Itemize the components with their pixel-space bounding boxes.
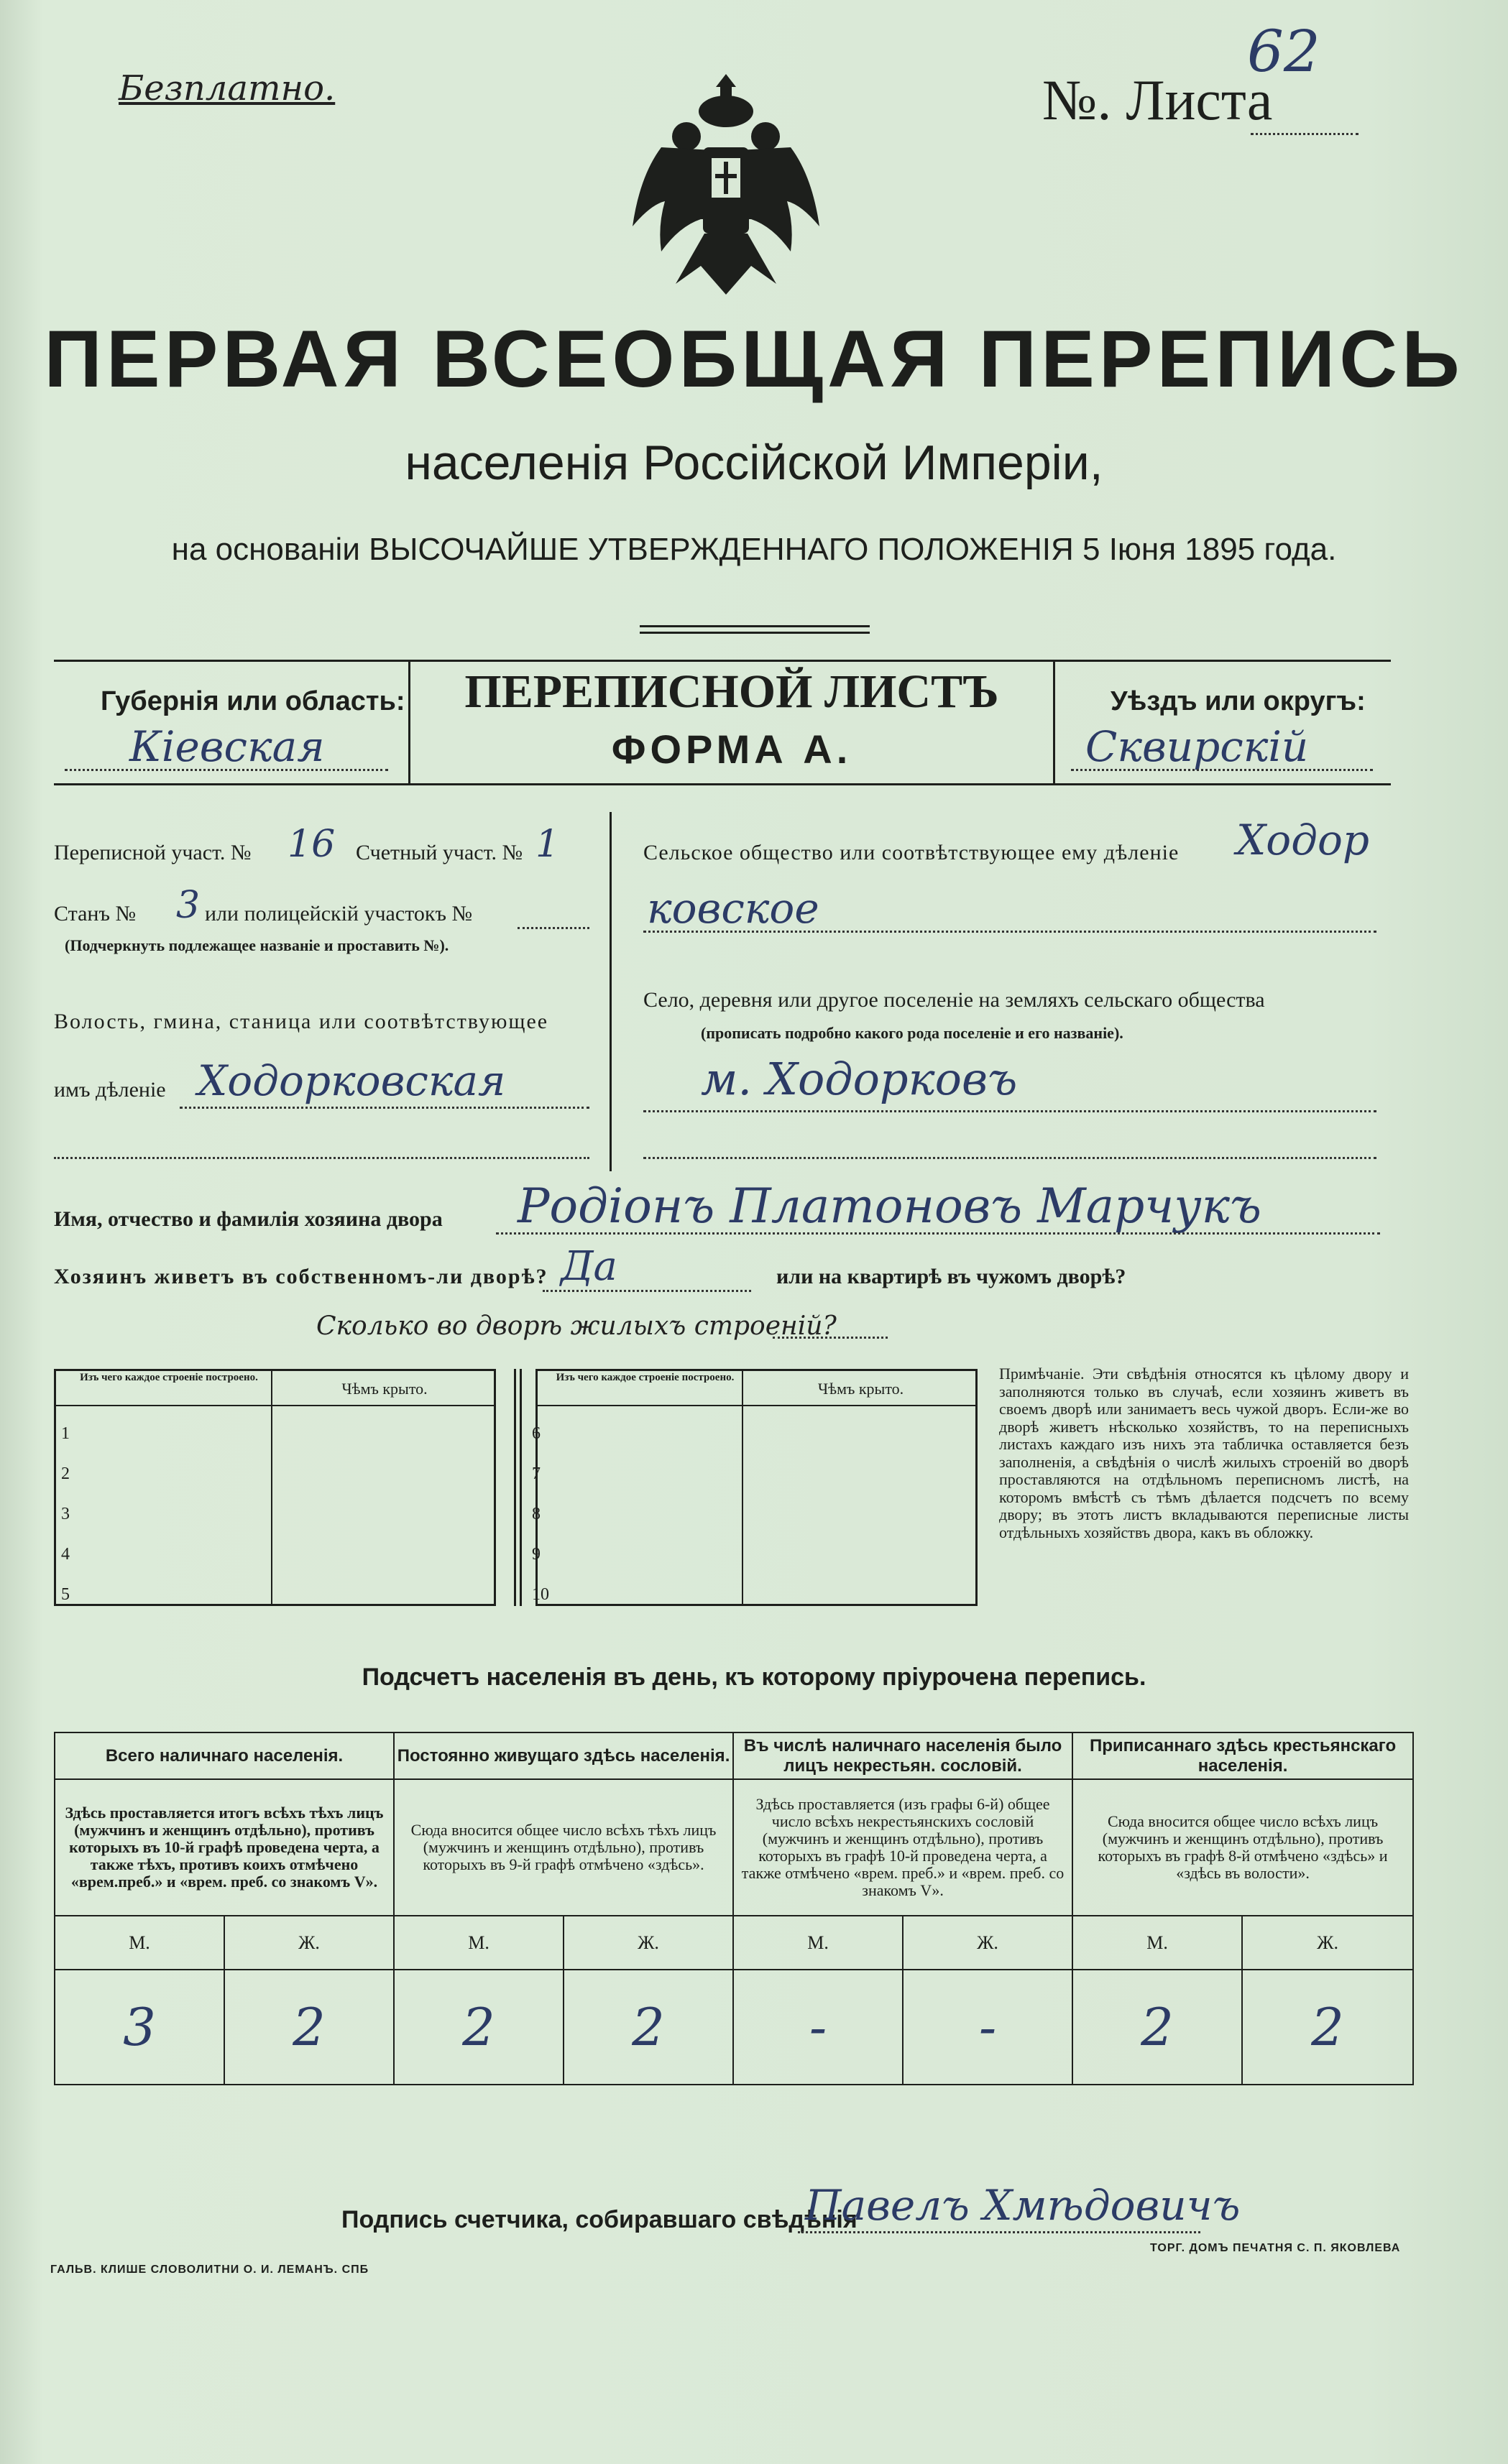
building-row: 8 [532, 1505, 541, 1523]
count-desc-permanent: Сюда вносится общее число всѣхъ тѣхъ лицъ (мужчинъ и женщинъ отдѣльно), противъ которыхъ въ 9-й графѣ отмѣчено «здѣсь». [394, 1779, 733, 1916]
society-label: Сельское общество или соотвѣтствующее ему дѣленіе [643, 841, 1180, 864]
rent-label: или на квартирѣ въ чужомъ дворѣ? [776, 1265, 1126, 1288]
census-title: ПЕРВАЯ ВСЕОБЩАЯ ПЕРЕПИСЬ [44, 314, 1464, 404]
male-header: М. [55, 1916, 224, 1970]
count-head-noncrest: Въ числѣ наличнаго населенія было лицъ некрестьян. сословій. [733, 1732, 1072, 1779]
building-row: 10 [532, 1585, 549, 1604]
own-yard-value: Да [561, 1243, 617, 1290]
village-label: Село, деревня или другое поселеніе на земляхъ сельскаго общества [643, 988, 1265, 1012]
imperial-eagle-icon [618, 68, 834, 305]
own-yard-label: Хозяинъ живетъ въ собственномъ-ли дворѣ? [54, 1265, 548, 1288]
material-header-left: Изъ чего каждое строеніе построено. [80, 1372, 258, 1383]
stan-value: 3 [176, 884, 201, 927]
signature-label: Подпись счетчика, собиравшаго свѣдѣнія [341, 2206, 858, 2233]
volost-label-2: имъ дѣленіе [54, 1078, 166, 1102]
building-row: 1 [61, 1424, 70, 1443]
gubernia-label: Губернія или область: [101, 686, 405, 716]
count-title: Подсчетъ населенія въ день, къ которому пріурочена перепись. [362, 1664, 1146, 1691]
building-row: 3 [61, 1505, 70, 1523]
police-note: (Подчеркнуть подлежащее названіе и проставить №). [65, 936, 449, 954]
peasant-male-value: 2 [1072, 1970, 1242, 2085]
total-female-value: 2 [224, 1970, 394, 2085]
female-header: Ж. [564, 1916, 733, 1970]
count-head-permanent: Постоянно живущаго здѣсь населенія. [394, 1732, 733, 1779]
society-value-2: ковское [647, 884, 819, 933]
uezd-label: Уѣздъ или округъ: [1111, 686, 1366, 716]
peasant-female-value: 2 [1242, 1970, 1413, 2085]
female-header: Ж. [224, 1916, 394, 1970]
police-label: или полицейскій участокъ № [205, 902, 473, 926]
uchastok-value: 16 [288, 823, 336, 866]
material-header-right: Изъ чего каждое строеніе построено. [556, 1372, 735, 1383]
permanent-male-value: 2 [394, 1970, 564, 2085]
population-count-table [54, 1732, 1414, 2085]
female-header: Ж. [1242, 1916, 1413, 1970]
noncrest-female-value: - [903, 1970, 1072, 2085]
society-value-1: Ходор [1236, 816, 1370, 864]
signature-value: Павелъ Хмѣдовичъ [805, 2181, 1241, 2230]
owner-name-value: Родіонъ Платоновъ Марчукъ [518, 1178, 1262, 1234]
count-desc-peasant: Сюда вносится общее число всѣхъ лицъ (мужчинъ и женщинъ отдѣльно), противъ которыхъ въ графѣ 8-й отмѣчено «здѣсь» и «здѣсь въ волости». [1072, 1779, 1413, 1916]
male-header: М. [733, 1916, 903, 1970]
census-subtitle: населенія Россійской Имперіи, [405, 435, 1103, 490]
total-male-value: 3 [55, 1970, 224, 2085]
noncrest-male-value: - [733, 1970, 903, 2085]
building-row: 5 [61, 1585, 70, 1604]
footer-right: ТОРГ. ДОМЪ ПЕЧАТНЯ С. П. ЯКОВЛЕВА [1150, 2242, 1401, 2254]
building-note: Примѣчаніе. Эти свѣдѣнія относятся къ цѣлому двору и заполняются только въ случаѣ, если хозяинъ живетъ въ своемъ дворѣ или занимаетъ весь чужой дворъ. Если-же во дворѣ живетъ нѣсколько хозяйствъ, то на переписныхъ листахъ каждаго изъ нихъ эта табличка оставляется безъ заполненія, а свѣдѣнія о числѣ жилыхъ строеній во дворѣ проставляются на отдѣльномъ переписномъ листѣ, на которомъ вмѣстѣ съ тѣмъ дѣлается подсчетъ по всему двору; въ этотъ листъ вкладываются переписные листы отдѣльныхъ хозяйствъ двора, какъ въ обложку. [999, 1365, 1409, 1541]
building-row: 7 [532, 1464, 541, 1483]
uezd-value: Сквирскій [1085, 722, 1309, 771]
village-value: м. Ходорковъ [701, 1053, 1018, 1105]
schet-label: Счетный участ. № [356, 841, 523, 864]
census-basis: на основаніи ВЫСОЧАЙШЕ УТВЕРЖДЕННАГО ПОЛОЖЕНІЯ 5 Іюня 1895 года. [171, 532, 1337, 567]
count-desc-total: Здѣсь проставляется итогъ всѣхъ тѣхъ лицъ (мужчинъ и женщинъ отдѣльно), противъ которыхъ въ 10-й графѣ проведена черта, а также тѣхъ, противъ коихъ отмѣчено «врем.преб.» и «врем. преб. со знакомъ V». [55, 1779, 394, 1916]
buildings-label: Сколько во дворѣ жилыхъ строеній? [316, 1311, 837, 1341]
village-note: (прописать подробно какого рода поселеніе и его названіе). [701, 1024, 1123, 1042]
sheet-number-label: №. Листа [1042, 69, 1273, 132]
stan-label: Станъ № [54, 902, 137, 926]
schet-value: 1 [535, 823, 560, 866]
buildings-table [54, 1369, 978, 1606]
male-header: М. [394, 1916, 564, 1970]
footer-left: ГАЛЬВ. КЛИШЕ СЛОВОЛИТНИ О. И. ЛЕМАНЪ. СПБ [50, 2264, 369, 2276]
roof-header-left: Чѣмъ крыто. [341, 1380, 428, 1398]
ornament-divider [640, 625, 870, 634]
building-row: 9 [532, 1545, 541, 1564]
uchastok-label: Переписной участ. № [54, 841, 252, 864]
building-row: 2 [61, 1464, 70, 1483]
female-header: Ж. [903, 1916, 1072, 1970]
owner-name-label: Имя, отчество и фамилія хозяина двора [54, 1207, 443, 1231]
count-head-peasant: Приписаннаго здѣсь крестьянскаго населенія. [1072, 1732, 1413, 1779]
sheet-title: ПЕРЕПИСНОЙ ЛИСТЪ [464, 665, 999, 718]
building-row: 6 [532, 1424, 541, 1443]
volost-label: Волость, гмина, станица или соотвѣтствующее [54, 1010, 549, 1033]
building-row: 4 [61, 1545, 70, 1564]
form-name: ФОРМА А. [611, 726, 852, 772]
permanent-female-value: 2 [564, 1970, 733, 2085]
sheet-number-value: 62 [1247, 18, 1320, 85]
male-header: М. [1072, 1916, 1242, 1970]
free-label: Безплатно. [119, 68, 336, 109]
count-head-total: Всего наличнаго населенія. [55, 1732, 394, 1779]
count-desc-noncrest: Здѣсь проставляется (изъ графы 6-й) общее число всѣхъ некрестьянскихъ сословій (мужчинъ и женщинъ отдѣльно), противъ которыхъ въ графѣ 10-й проведена черта, а также отмѣчено «врем. преб.» и «врем. преб. со знакомъ V». [733, 1779, 1072, 1916]
volost-value: Ходорковская [198, 1056, 506, 1105]
gubernia-value: Кіевская [129, 722, 325, 771]
roof-header-right: Чѣмъ крыто. [817, 1380, 904, 1398]
